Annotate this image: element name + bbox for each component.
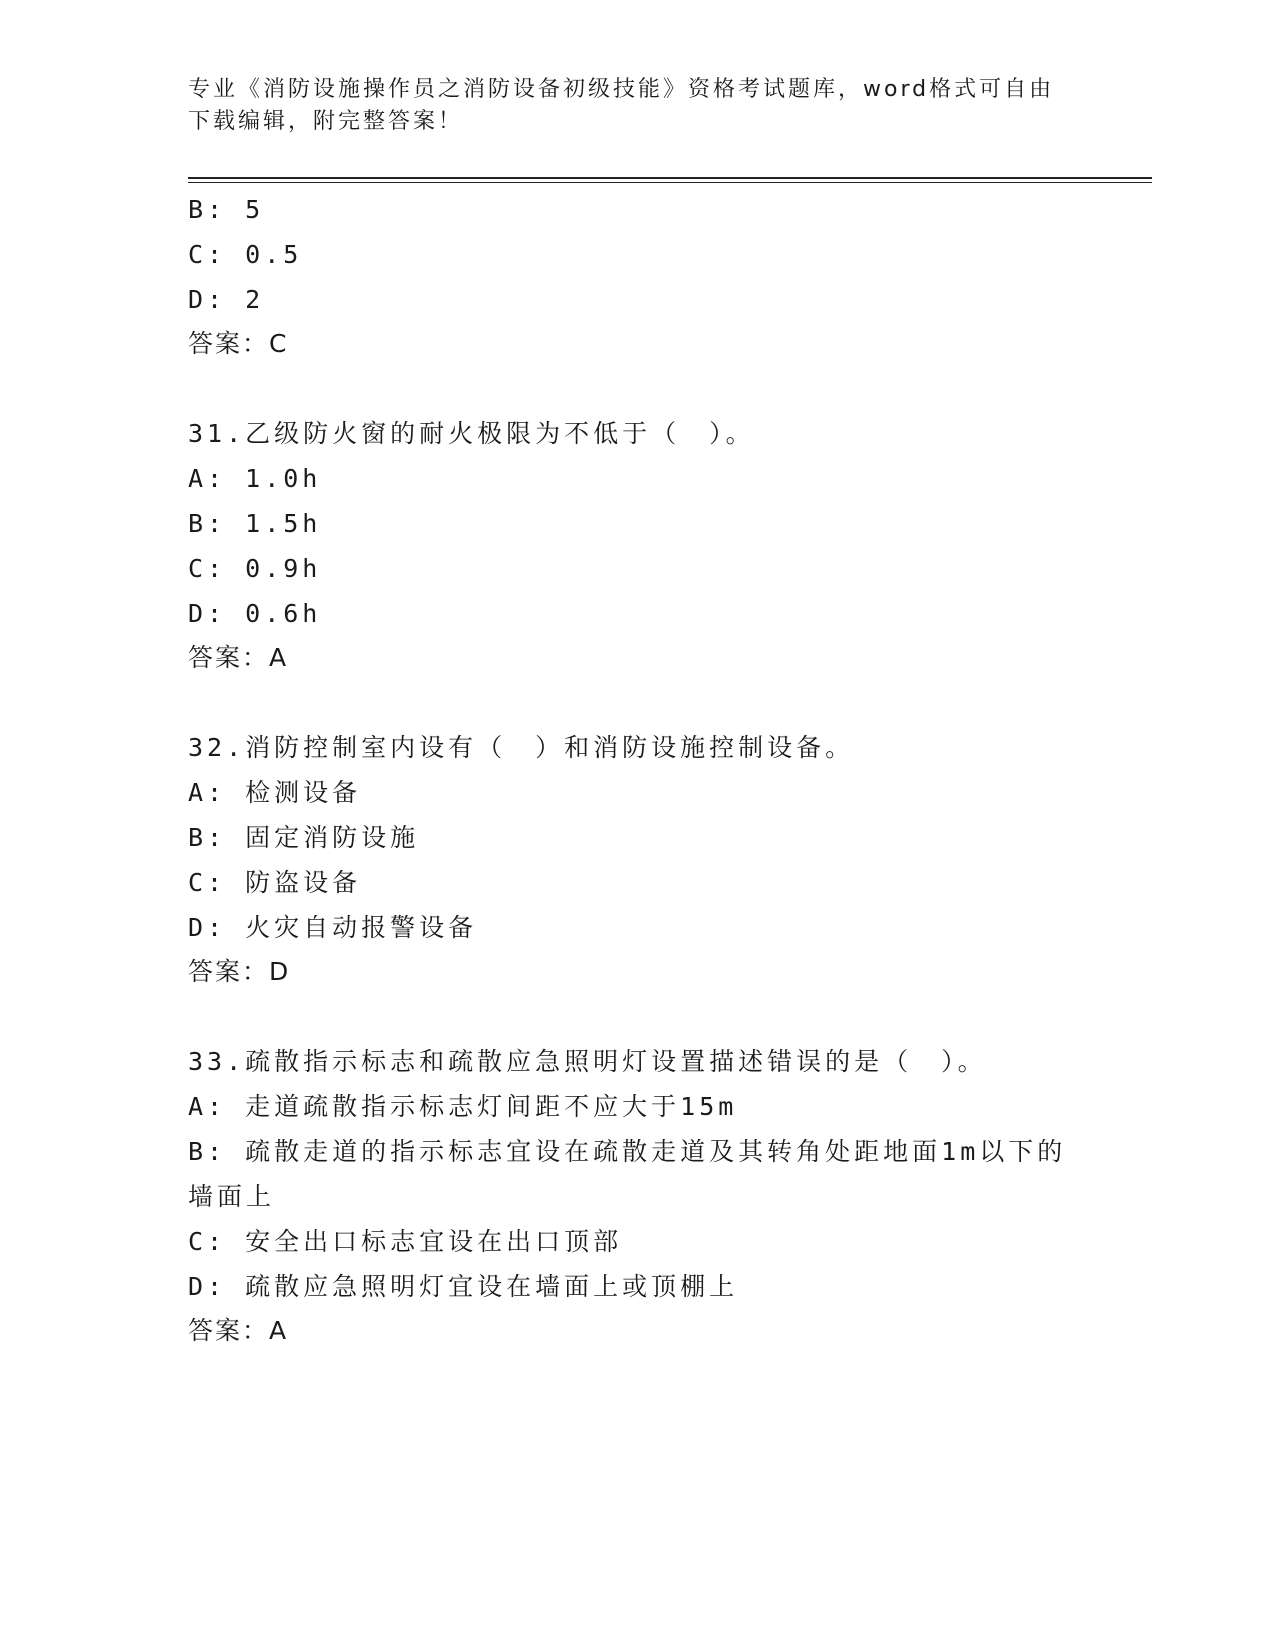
q32-answer: 答案：D [188,957,291,986]
q32-option-d: D: 火灾自动报警设备 [188,913,478,942]
header-divider-thin [188,182,1152,183]
q32-option-c: C: 防盗设备 [188,868,362,897]
q32-option-b: B: 固定消防设施 [188,823,420,852]
q31-option-b: B: 1.5h [188,509,322,538]
q33-answer: 答案：A [188,1316,289,1345]
q31-option-a: A: 1.0h [188,464,322,493]
q33-option-a: A: 走道疏散指示标志灯间距不应大于15m [188,1092,738,1121]
q31-option-c: C: 0.9h [188,554,322,583]
option-d: D: 2 [188,285,265,314]
q33-option-c: C: 安全出口标志宜设在出口顶部 [188,1227,623,1256]
option-c: C: 0.5 [188,240,303,269]
document-header: 专业《消防设施操作员之消防设备初级技能》资格考试题库，word格式可自由下载编辑，附完整答案！ [188,77,1055,134]
q32-option-a: A: 检测设备 [188,778,362,807]
question-33: 33.疏散指示标志和疏散应急照明灯设置描述错误的是（ ）。 [188,1047,987,1076]
q31-answer: 答案：A [188,643,289,672]
q33-option-b-continued: 墙面上 [188,1182,276,1211]
q31-option-d: D: 0.6h [188,599,322,628]
question-32: 32.消防控制室内设有（ ）和消防设施控制设备。 [188,733,855,762]
answer-line: 答案：C [188,329,289,358]
q33-option-b: B: 疏散走道的指示标志宜设在疏散走道及其转角处距地面1m以下的 [188,1137,1067,1166]
question-31: 31.乙级防火窗的耐火极限为不低于（ ）。 [188,419,755,448]
header-divider [188,177,1152,179]
q33-option-d: D: 疏散应急照明灯宜设在墙面上或顶棚上 [188,1272,739,1301]
option-b: B: 5 [188,195,265,224]
